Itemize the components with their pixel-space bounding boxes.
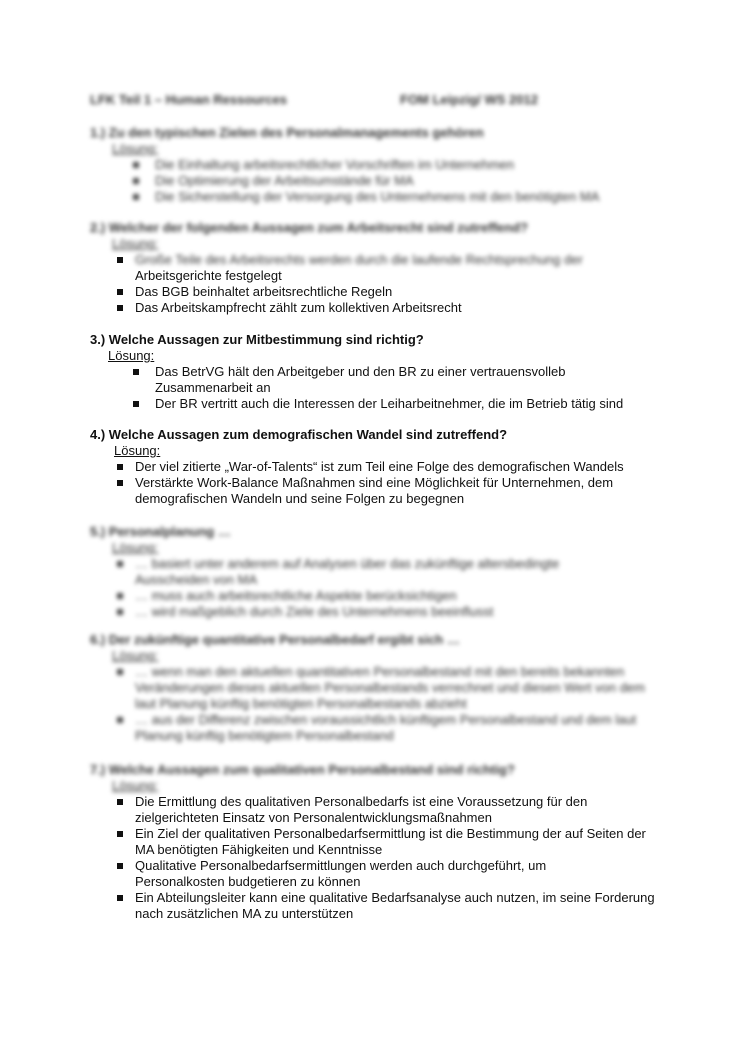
list-item: Die Einhaltung arbeitsrechtlicher Vorschriften im Unternehmen [90,157,670,173]
question-4 [90,427,670,507]
bullet-icon [117,289,123,295]
loesung-label: Lösung: [112,648,159,663]
question-3 [90,332,670,412]
list-item [90,252,670,284]
question-7 [90,762,670,922]
question-title: 3.) Welche Aussagen zur Mitbestimmung sind richtig? [90,332,424,347]
question-title: 6.) Der zukünftige quantitative Personalbedarf ergibt sich … [90,632,460,647]
list-item: Verstärkte Work-Balance Maßnahmen sind eine Möglichkeit für Unternehmen, dem demografischen Wandeln und seine Folgen zu begegnen [90,475,655,507]
list-item: Ein Abteilungsleiter kann eine qualitative Bedarfsanalyse auch nutzen, im seine Forderung nach zusätzlichen MA zu unterstützen [90,890,660,922]
bullet-icon [117,593,123,599]
bullet-icon [133,162,139,168]
header-right: FOM Leipzig/ WS 2012 [400,92,538,107]
list-item: Ein Ziel der qualitativen Personalbedarfsermittlung ist die Bestimmung der auf Seiten der MA benötigten Fähigkeiten und Kenntnisse [90,826,660,858]
bullet-icon [117,669,123,675]
list-item: … wird maßgeblich durch Ziele des Unternehmens beeinflusst [90,604,670,620]
bullet-icon [117,480,123,486]
list-item: Der BR vertritt auch die Interessen der Leiharbeitnehmer, die im Betrieb tätig sind [90,396,670,412]
bullet-icon [117,305,123,311]
question-1 [90,125,670,205]
clear-text: Arbeitsgerichte festgelegt [135,268,282,283]
loesung-label: Lösung: [108,348,155,363]
question-6 [90,632,670,744]
question-2 [90,220,670,316]
list-item: Der viel zitierte „War-of-Talents“ ist zum Teil eine Folge des demografischen Wandels [90,459,670,475]
loesung-label: Lösung: [114,443,161,458]
bullet-icon [117,831,123,837]
answer-list [90,252,670,316]
list-item: Die Optimierung der Arbeitsumstände für MA [90,173,670,189]
list-item: … aus der Differenz zwischen voraussichtlich künftigem Personalbestand und dem laut Planung künftig benötigtem Personalbestand [90,712,665,744]
bullet-icon [117,464,123,470]
bullet-icon [133,178,139,184]
list-item: Qualitative Personalbedarfsermittlungen werden auch durchgeführt, um Personalkosten budgetieren zu können [90,858,635,890]
bullet-icon [133,369,139,375]
bullet-icon [117,609,123,615]
bullet-icon [117,561,123,567]
list-item: … muss auch arbeitsrechtliche Aspekte berücksichtigen [90,588,670,604]
bullet-icon [117,863,123,869]
list-item: Die Ermittlung des qualitativen Personalbedarfs ist eine Voraussetzung für den zielgerichteten Einsatz von Personalentwicklungsmaßnahmen [90,794,660,826]
bullet-icon [117,895,123,901]
list-item: Das BetrVG hält den Arbeitgeber und den BR zu einer vertrauensvolleb Zusammenarbeit an [90,364,595,396]
answer-list [90,157,670,205]
list-item: Die Sicherstellung der Versorgung des Unternehmens mit den benötigten MA [90,189,670,205]
question-title: 7.) Welche Aussagen zum qualitativen Personalbestand sind richtig? [90,762,515,777]
bullet-icon [133,194,139,200]
list-item: Das BGB beinhaltet arbeitsrechtliche Regeln [90,284,670,300]
answer-list [90,664,670,744]
loesung-label: Lösung: [112,540,159,555]
header-left: LFK Teil 1 – Human Ressources [90,92,287,107]
loesung-label: Lösung: [112,236,159,251]
loesung-label: Lösung: [112,141,159,156]
question-title: 2.) Welcher der folgenden Aussagen zum Arbeitsrecht sind zutreffend? [90,220,528,235]
loesung-label: Lösung: [112,778,159,793]
question-title: 5.) Personalplanung … [90,524,231,539]
bullet-icon [117,257,123,263]
answer-list [90,459,670,507]
list-item: Das Arbeitskampfrecht zählt zum kollektiven Arbeitsrecht [90,300,670,316]
list-item: … wenn man den aktuellen quantitativen Personalbestand mit den bereits bekannten Veränderungen dieses aktuellen Personalbestands verrechnet und diesen Wert von dem laut Planung künftig benötigten Personalbestands abzieht [90,664,665,712]
answer-list [90,794,670,922]
blurred-text: Große Teile des Arbeitsrechts werden durch die laufende Rechtsprechung der [135,252,583,267]
question-title: 4.) Welche Aussagen zum demografischen Wandel sind zutreffend? [90,427,508,442]
bullet-icon [117,799,123,805]
answer-list [90,556,670,620]
page-header [90,92,610,108]
answer-list [90,364,670,412]
list-item: … basiert unter anderem auf Analysen über das zukünftige altersbedingte Ausscheiden von MA [90,556,605,588]
bullet-icon [133,401,139,407]
question-5 [90,524,670,620]
question-title: 1.) Zu den typischen Zielen des Personalmanagements gehören [90,125,484,140]
bullet-icon [117,717,123,723]
